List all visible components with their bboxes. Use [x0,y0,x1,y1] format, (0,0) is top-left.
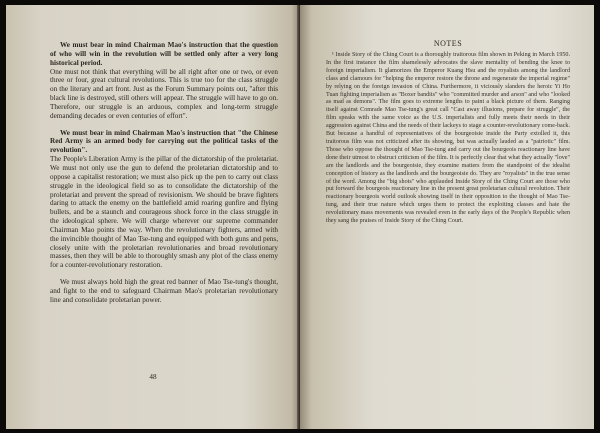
paragraph: We must always hold high the great red banner of Mao Tse-tung's thought, and fight to the end to safeguard Chairman Mao's proletarian revolutionary line and consolidate proletarian power. [50,278,278,304]
page-number: 48 [149,373,157,381]
left-page-body [50,41,278,305]
footnote: ¹ Inside Story of the Ching Court is a thoroughly traitorous film shown in Peking in March 1950. In the first instance the film shamelessly advocates the slave mentality of bending the knee to foreign imperialism. It glamorizes the Emperor Kuang Hsu and the royalists among the landlord class and clamours for "helping the emperor restore the throne and regenerate the imperial regime" by relying on the foreign invasion of China. Furthermore, it viciously slanders the heroic Yi Ho Tuan fighting imperialism as "Boxer bandits" who "committed murder and arson" and who "looked as mad as demons". The film goes to extreme lengths to paint a black picture of them. Ranging itself against Comrade Mao Tse-tung's great call "Cast away illusions, prepare for struggle", the film speaks with the same voice as the U.S. imperialists and fully meets their needs in their aggression against China and the needs of their lackeys to stage a counter-revolutionary come-back. But because a handful of representatives of the bourgeoisie inside the Party extolled it, this traitorous film was not criticized after its showing, but was actually lauded as a "patriotic" film. Those who oppose the thought of Mao Tse-tung and carry out the bourgeois reactionary line have done their utmost to obstruct criticism of the film. It is perfectly clear that what they actually "love" are the landlords and the bourgeoisie, they examine matters from the standpoint of the idealist conception of history as the landlords and the bourgeoisie do. They are "royalists" in the true sense of the word. Among the "big shots" who applauded Inside Story of the Ching Court are those who put forward the bourgeois reactionary line in the present great proletarian cultural revolution. Their reactionary bourgeois world outlook showing itself in their opposition to the thought of Mao Tse-tung, and their true nature which urges them to protect the exploiting classes and hate the revolutionary mass movements was revealed even in the early days of the People's Republic when they sang the praises of Inside Story of the Ching Court. [326,52,570,225]
right-page [300,5,594,429]
right-page-body [326,52,570,226]
paragraph: The People's Liberation Army is the pillar of the dictatorship of the proletariat. We must not only use the gun to defend the proletarian dictatorship and to oppose a capitalist restoration; we must also pick up the pen to carry out class struggle in the ideological field so as to consolidate the dictatorship of the proletariat and prevent the spread of revisionism. We should be brave fighters daring to attack the enemy on the battlefield amid roaring gunfire and flying bullets, and be a staunch and courageous shock force in the class struggle in the ideological sphere. We will charge wherever our supreme commander Chairman Mao points the way. When the revolutionary fighters, armed with the invincible thought of Mao Tse-tung and equipped with both guns and pens, closely unite with the proletarian revolutionaries and broad revolutionary masses, then they will be able to thoroughly smash any plot of the class enemy for a counter-revolutionary restoration. [50,155,278,270]
left-page [6,5,300,429]
paragraph: We must bear in mind Chairman Mao's instruction that the question of who will win in the revolution will be settled only after a very long historical period. [50,41,278,67]
paragraph: We must bear in mind Chairman Mao's instruction that "the Chinese Red Army is an armed body for carrying out the political tasks of the revolution". [50,128,278,155]
notes-heading: NOTES [433,39,463,48]
open-booklet [6,5,594,429]
paragraph: One must not think that everything will be all right after one or two, or even three or four, great cultural revolutions. This is true too for the class struggle on the literary and art front. Just as the Forum Summary points out, "after this black line is destroyed, still others will appear. The struggle will have to go on. Therefore, our struggle is an arduous, complex and long-term struggle demanding decades or even centuries of effort". [50,67,278,120]
